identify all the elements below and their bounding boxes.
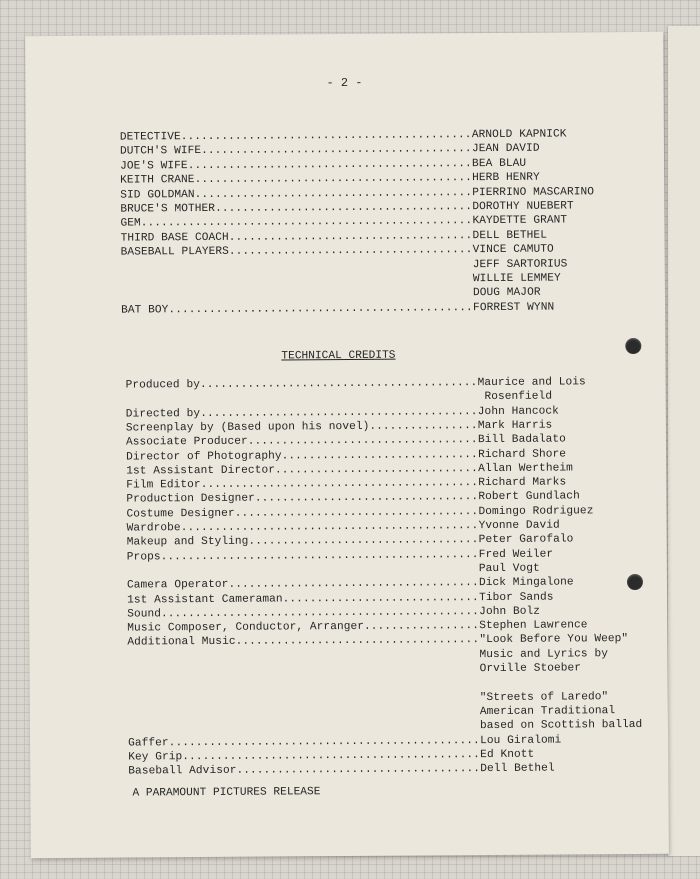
cast-name: FORREST WYNN bbox=[473, 301, 555, 314]
cast-name: JEFF SARTORIUS bbox=[472, 258, 568, 271]
tech-role: Key Grip bbox=[128, 750, 183, 764]
tech-name: John Hancock bbox=[477, 405, 559, 418]
tech-row bbox=[126, 420, 478, 434]
dot-leader: .................................... bbox=[228, 244, 473, 259]
dot-leader: ........................................... bbox=[180, 129, 472, 144]
cast-role: BASEBALL PLAYERS bbox=[120, 246, 229, 259]
cast-role: BRUCE'S MOTHER bbox=[120, 202, 216, 216]
dot-leader: .............................................. bbox=[168, 734, 480, 749]
dot-leader: ......................................... bbox=[200, 405, 478, 420]
tech-row bbox=[128, 749, 480, 763]
cast-name: DELL BETHEL bbox=[472, 229, 547, 242]
dot-leader: ...................................... bbox=[215, 201, 473, 215]
tech-name: Yvonne David bbox=[478, 519, 560, 533]
tech-name: Music and Lyrics by bbox=[479, 647, 609, 661]
cast-row bbox=[120, 201, 472, 215]
cast-name: BEA BLAU bbox=[471, 157, 527, 170]
technical-credits-heading: TECHNICAL CREDITS bbox=[281, 349, 396, 363]
dot-leader: ............................................... bbox=[160, 548, 479, 563]
cast-role: KEITH CRANE bbox=[120, 174, 195, 187]
credits-page bbox=[25, 32, 669, 858]
next-page-edge bbox=[668, 26, 700, 856]
tech-role: Additional Music bbox=[127, 636, 236, 649]
tech-role: 1st Assistant Cameraman bbox=[127, 592, 283, 607]
tech-row bbox=[126, 406, 478, 420]
tech-role: Director of Photography bbox=[126, 449, 282, 464]
cast-row bbox=[120, 172, 472, 186]
tech-role: Associate Producer bbox=[125, 435, 248, 449]
tech-name: American Traditional bbox=[479, 705, 616, 718]
tech-role: Music Composer, Conductor, Arranger bbox=[127, 620, 365, 635]
dot-leader: ..................................... bbox=[228, 577, 479, 592]
tech-row bbox=[126, 463, 478, 477]
tech-name: Stephen Lawrence bbox=[479, 619, 588, 633]
tech-row bbox=[128, 735, 480, 749]
tech-name: Robert Gundlach bbox=[478, 490, 580, 504]
cast-role: THIRD BASE COACH bbox=[120, 231, 229, 245]
cast-role: GEM bbox=[120, 217, 141, 230]
tech-name: "Look Before You Weep" bbox=[479, 633, 629, 647]
cast-name: ARNOLD KAPNICK bbox=[471, 128, 567, 142]
tech-role: Production Designer bbox=[126, 493, 255, 506]
cast-row bbox=[121, 230, 473, 244]
tech-row bbox=[127, 606, 479, 620]
dot-leader: ......................................... bbox=[199, 377, 478, 392]
cast-row bbox=[120, 187, 472, 201]
dot-leader: .................................... bbox=[235, 634, 480, 649]
tech-role: Wardrobe bbox=[126, 522, 181, 535]
tech-role: Film Editor bbox=[126, 479, 201, 492]
dot-leader: .................................... bbox=[228, 229, 473, 244]
dot-leader: ........................................ bbox=[201, 143, 472, 158]
tech-role: Directed by bbox=[125, 407, 201, 421]
dot-leader: .................................. bbox=[247, 434, 478, 448]
cast-name: JEAN DAVID bbox=[471, 143, 540, 156]
tech-role: Costume Designer bbox=[126, 507, 235, 521]
tech-row bbox=[127, 549, 479, 563]
tech-name: based on Scottish ballad bbox=[479, 719, 643, 733]
tech-name: Mark Harris bbox=[477, 419, 553, 432]
tech-name: Peter Garofalo bbox=[478, 533, 574, 547]
dot-leader: ................................. bbox=[254, 491, 479, 506]
tech-name: Fred Weiler bbox=[478, 548, 554, 561]
tech-row bbox=[127, 620, 479, 634]
tech-name: "Streets of Laredo" bbox=[479, 690, 609, 704]
cast-row bbox=[120, 129, 472, 143]
cast-name: KAYDETTE GRANT bbox=[472, 214, 568, 228]
tech-role: Sound bbox=[127, 608, 162, 621]
dot-leader: .......................................... bbox=[187, 157, 472, 172]
dot-leader: .................................... bbox=[234, 505, 479, 520]
dot-leader: ................ bbox=[369, 419, 478, 433]
cast-row bbox=[120, 216, 472, 230]
tech-row bbox=[126, 477, 478, 491]
dot-leader: .............................. bbox=[274, 462, 478, 477]
tech-name: Richard Shore bbox=[478, 447, 567, 461]
tech-row bbox=[126, 449, 478, 463]
tech-row bbox=[128, 763, 480, 777]
tech-name: Lou Giralomi bbox=[480, 734, 562, 747]
dot-leader: ................. bbox=[363, 620, 480, 633]
dot-leader: ............................................... bbox=[160, 605, 479, 621]
tech-role: Screenplay by (Based upon his novel) bbox=[125, 420, 370, 435]
tech-role: Produced by bbox=[125, 379, 201, 392]
tech-row bbox=[126, 377, 478, 391]
tech-name: Ed Knott bbox=[480, 748, 535, 761]
tech-role: Makeup and Styling bbox=[126, 535, 249, 549]
cast-name: WILLIE LEMMEY bbox=[472, 272, 561, 286]
tech-name: Richard Marks bbox=[478, 476, 567, 490]
dot-leader: ............................................ bbox=[182, 748, 480, 763]
cast-row bbox=[121, 302, 473, 316]
tech-name: Bill Badalato bbox=[477, 433, 566, 447]
tech-row bbox=[127, 592, 479, 606]
tech-row bbox=[126, 434, 478, 448]
dot-leader: ................................................. bbox=[140, 215, 473, 230]
dot-leader: ......................................... bbox=[194, 186, 473, 201]
punch-hole bbox=[625, 338, 641, 354]
cast-role: DUTCH'S WIFE bbox=[119, 145, 202, 158]
tech-row bbox=[127, 634, 479, 648]
dot-leader: .................................. bbox=[248, 534, 479, 548]
release-line: A PARAMOUNT PICTURES RELEASE bbox=[132, 786, 321, 800]
tech-name: Allan Wertheim bbox=[478, 462, 573, 475]
tech-name: Maurice and Lois bbox=[477, 376, 586, 390]
tech-role: Camera Operator bbox=[126, 579, 229, 592]
tech-row bbox=[127, 577, 479, 591]
dot-leader: ......................................... bbox=[200, 477, 479, 492]
cast-name: DOROTHY NUEBERT bbox=[472, 200, 574, 214]
dot-leader: ............................................. bbox=[168, 301, 473, 317]
cast-role: JOE'S WIFE bbox=[120, 159, 188, 173]
dot-leader: ............................. bbox=[282, 591, 479, 605]
tech-name: Rosenfield bbox=[477, 390, 553, 404]
tech-role: 1st Assistant Director bbox=[126, 464, 276, 478]
dot-leader: ............................. bbox=[281, 448, 478, 462]
tech-row bbox=[126, 506, 478, 520]
cast-name: HERB HENRY bbox=[472, 171, 540, 185]
tech-name: Dick Mingalone bbox=[478, 576, 574, 590]
tech-name: Tibor Sands bbox=[479, 591, 554, 604]
tech-row bbox=[127, 534, 479, 548]
cast-role: BAT BOY bbox=[121, 304, 169, 317]
cast-role: SID GOLDMAN bbox=[120, 188, 195, 202]
cast-list bbox=[25, 32, 663, 317]
cast-role: DETECTIVE bbox=[119, 131, 181, 144]
tech-name: Dell Bethel bbox=[480, 762, 555, 776]
tech-row bbox=[127, 520, 479, 534]
cast-row bbox=[120, 144, 472, 158]
tech-name: John Bolz bbox=[479, 605, 541, 618]
tech-name: Orville Stoeber bbox=[479, 662, 582, 676]
tech-name: Paul Vogt bbox=[478, 562, 540, 575]
cast-row bbox=[120, 158, 472, 172]
tech-row bbox=[126, 491, 478, 505]
tech-name: Domingo Rodriguez bbox=[478, 504, 594, 518]
page-number: - 2 - bbox=[326, 75, 363, 91]
tech-role: Gaffer bbox=[128, 736, 169, 750]
cast-name: VINCE CAMUTO bbox=[472, 243, 554, 257]
tech-role: Baseball Advisor bbox=[128, 764, 237, 778]
dot-leader: ............................................ bbox=[180, 520, 479, 535]
cast-row bbox=[121, 244, 473, 258]
punch-hole bbox=[627, 574, 643, 590]
cast-name: PIERRINO MASCARINO bbox=[472, 185, 595, 199]
cast-name: DOUG MAJOR bbox=[472, 287, 541, 300]
dot-leader: ......................................... bbox=[194, 172, 472, 187]
tech-role: Props bbox=[126, 550, 161, 564]
dot-leader: .................................... bbox=[236, 763, 481, 777]
